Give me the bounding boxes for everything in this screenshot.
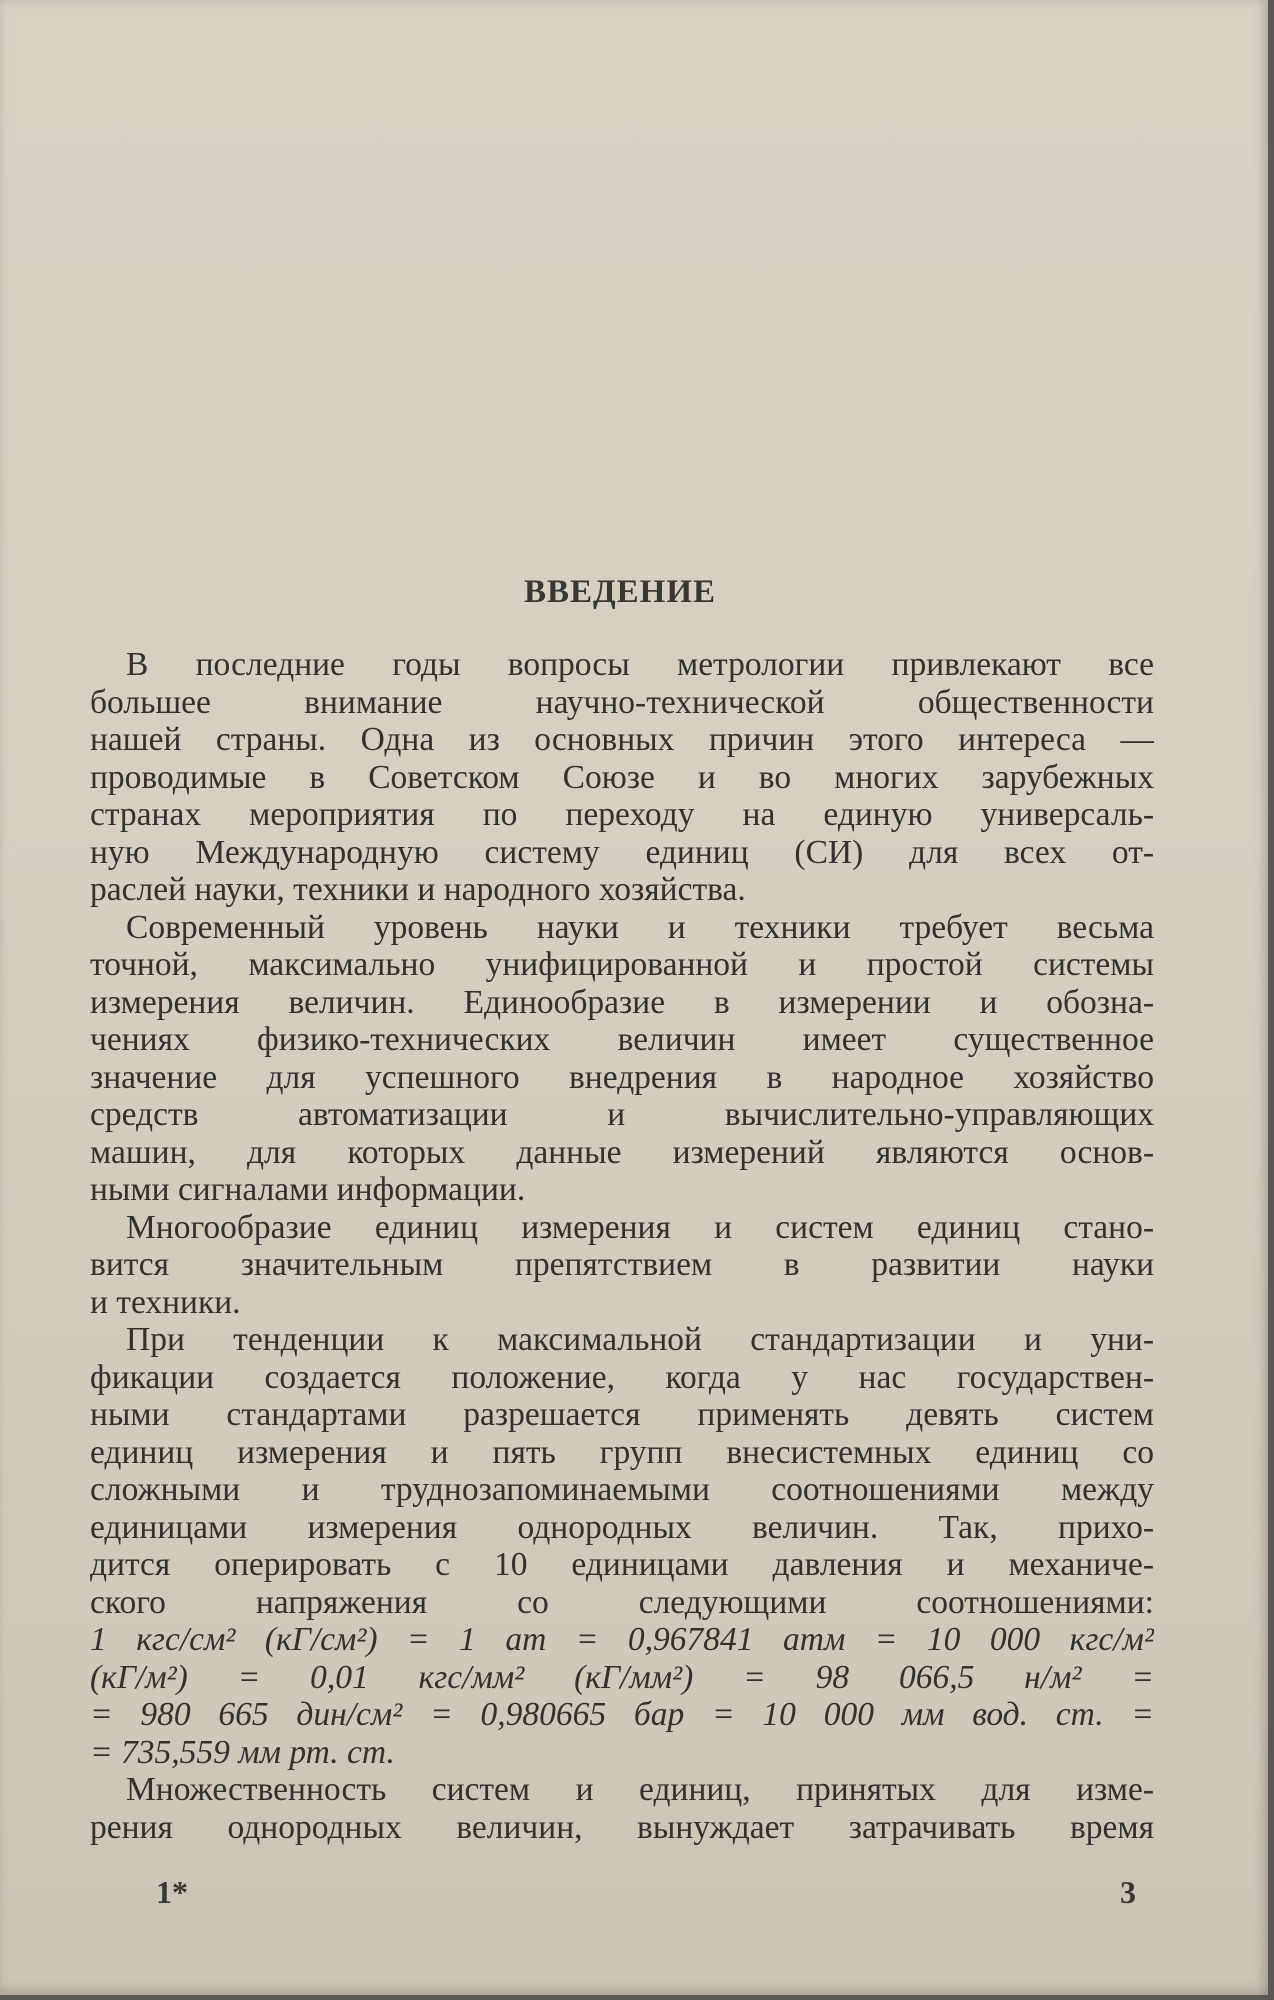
text-line: Многообразие единиц измерения и систем единиц стано- bbox=[126, 1208, 1154, 1246]
text-line: значение для успешного внедрения в народное хозяйство bbox=[90, 1058, 1154, 1096]
text-line: раслей науки, техники и народного хозяйства. bbox=[90, 871, 746, 908]
text-line: В последние годы вопросы метрологии привлекают все bbox=[126, 646, 1154, 683]
text-line: проводимые в Советском Союзе и во многих зарубежных bbox=[90, 758, 1154, 796]
text-line: Множественность систем и единиц, принятых для изме- bbox=[126, 1771, 1154, 1808]
text-line: единиц измерения и пять групп внесистемных единиц со bbox=[90, 1433, 1154, 1471]
text-line: 1 кгс/см² (кГ/см²) = 1 ат = 0,967841 атм = 10 000 кгс/м² bbox=[90, 1621, 1154, 1658]
text-line: точной, максимально унифицированной и простой системы bbox=[90, 946, 1154, 983]
text-line: измерения величин. Единообразие в измерении и обозна- bbox=[90, 983, 1154, 1021]
text-line: При тенденции к максимальной стандартизации и уни- bbox=[126, 1321, 1154, 1358]
body-text bbox=[90, 646, 1154, 1846]
text-line: Современный уровень науки и техники требует весьма bbox=[126, 908, 1154, 946]
text-line: = 980 665 дин/см² = 0,980665 бар = 10 000 мм вод. ст. = bbox=[90, 1696, 1154, 1733]
text-line: дится оперировать с 10 единицами давления и механиче- bbox=[90, 1546, 1154, 1583]
text-line: и техники. bbox=[90, 1283, 241, 1321]
text-line: чениях физико-технических величин имеет существенное bbox=[90, 1021, 1154, 1058]
text-line: ными сигналами информации. bbox=[90, 1171, 526, 1208]
text-line: сложными и труднозапоминаемыми соотношениями между bbox=[90, 1471, 1154, 1508]
text-line: ского напряжения со следующими соотношениями: bbox=[90, 1583, 1154, 1621]
text-line: большее внимание научно-технической общественности bbox=[90, 683, 1154, 721]
text-line: вится значительным препятствием в развитии науки bbox=[90, 1246, 1154, 1283]
text-line: машин, для которых данные измерений являются основ- bbox=[90, 1133, 1154, 1171]
signature-mark: 1* bbox=[156, 1874, 188, 1910]
text-line: = 735,559 мм рт. ст. bbox=[90, 1733, 395, 1771]
text-line: нашей страны. Одна из основных причин этого интереса — bbox=[90, 721, 1154, 758]
text-line: рения однородных величин, вынуждает затрачивать время bbox=[90, 1808, 1154, 1846]
text-line: ную Международную систему единиц (СИ) для всех от- bbox=[90, 833, 1154, 871]
text-line: фикации создается положение, когда у нас государствен- bbox=[90, 1358, 1154, 1396]
text-line: странах мероприятия по переходу на единую универсаль- bbox=[90, 796, 1154, 833]
text-line: ными стандартами разрешается применять девять систем bbox=[90, 1396, 1154, 1433]
text-line: единицами измерения однородных величин. Так, прихо- bbox=[90, 1508, 1154, 1546]
text-line: (кГ/м²) = 0,01 кгс/мм² (кГ/мм²) = 98 066,5 н/м² = bbox=[90, 1658, 1154, 1696]
page-number: 3 bbox=[1120, 1874, 1136, 1910]
page-title: ВВЕДЕНИЕ bbox=[523, 574, 717, 610]
text-line: средств автоматизации и вычислительно-управляющих bbox=[90, 1096, 1154, 1133]
